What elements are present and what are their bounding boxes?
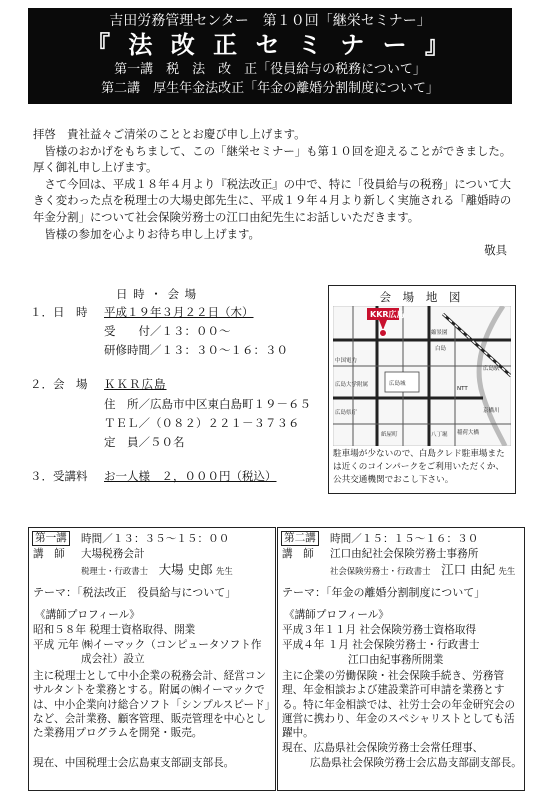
letter-opening: 拝啓 貴社益々ご清栄のこととお慶び申し上げます。 bbox=[33, 127, 306, 141]
lecture-1-credentials: 税理士・行政書士 大場 史郎 先生 bbox=[81, 562, 233, 577]
map-label: NTT bbox=[457, 386, 468, 392]
letter-paragraph: 皆様のおかげをもちまして、この「継栄セミナー」も第１０回を迎えることができました。厚く御礼申し上げます。 bbox=[33, 143, 512, 175]
lecture-1-box bbox=[28, 527, 276, 791]
map-pin-label: KKR広島 bbox=[370, 310, 405, 319]
map-title: 会 場 地 図 bbox=[379, 290, 465, 304]
lecture-2-credentials: 社会保険労務士・行政書士 江口 由紀 先生 bbox=[330, 562, 516, 577]
lecture-2-profile-line: 現在、広島県社会保険労務士会常任理事、 bbox=[282, 742, 484, 754]
lecture-1-time: 時間／１３：３５～１５：００ bbox=[81, 533, 230, 545]
banner-course-1: 第一講 税 法 改 正「役員給与の税務について」 bbox=[114, 62, 426, 77]
letter-closing: 敬具 bbox=[484, 243, 507, 258]
map-label: 広島県庁 bbox=[335, 410, 358, 416]
map-label: 広島城 bbox=[389, 381, 406, 387]
training-time: 研修時間／１３：３０～１６：３０ bbox=[104, 343, 288, 357]
lecture-2-profile-text: 主に企業の労働保険・社会保険手続き、労務管理、年金相談および建設業許可申請を業務とする。特に年金相談では、社労士会の年金研究会の運営に携わり、年金のスペシャリストとしても活躍中。 bbox=[282, 670, 516, 740]
lecture-2-theme: テーマ：「年金の離婚分割制度について」 bbox=[282, 586, 486, 599]
lecture-2-profile-line: 広島県社会保険労務士会広島支部副支部長。 bbox=[310, 757, 522, 769]
greeting-letter bbox=[33, 126, 513, 259]
date-label: １．日 時 bbox=[30, 305, 88, 319]
venue-location-marker bbox=[380, 330, 387, 337]
lecture-2-profile-line: 江口由紀事務所開業 bbox=[348, 654, 444, 666]
date-value: 平成１９年３月２２日（木） bbox=[104, 305, 254, 319]
reception-time: 受 付／１３：００～ bbox=[104, 324, 231, 338]
map-label: 広島駅 bbox=[483, 366, 500, 372]
venue-tel: ＴＥＬ／（０８２）２２１－３７３６ bbox=[104, 416, 300, 430]
seminar-banner bbox=[28, 8, 512, 104]
venue-map-box bbox=[328, 285, 516, 494]
letter-paragraph: さて今回は、平成１８年４月より『税法改正』の中で、特に「役員給与の税務」について大きく変わった点を税理士の大場史郎先生に、平成１９年４月より新しく実施される「離婚時の年金分割」について社会保険労務士の江口由紀先生にお話しいただきます。 bbox=[33, 176, 512, 224]
lecture-2-profile-line: 平成４年 １月 社会保険労務士・行政書士 bbox=[282, 639, 480, 651]
lecture-2-profile-heading: 《講師プロフィール》 bbox=[284, 609, 389, 621]
map-label: 稲荷大橋 bbox=[457, 430, 480, 436]
map-label: 紙屋町 bbox=[381, 432, 398, 438]
lecture-2-tag: 第二講 bbox=[281, 531, 319, 546]
lecture-1-profile-heading: 《講師プロフィール》 bbox=[35, 609, 140, 621]
banner-organizer: 吉田労務管理センター 第１０回「継栄セミナー」 bbox=[109, 13, 431, 29]
lecture-1-profile-line: 昭和５８年 税理士資格取得、開業 bbox=[33, 624, 196, 636]
venue-address: 住 所／広島市中区東白島町１９－６５ bbox=[104, 397, 311, 411]
lecture-1-profile-line: 平成 元年 ㈱イーマック（コンピュータソフト作成会社）設立 bbox=[33, 639, 262, 666]
fee-value: お一人様 ２，０００円（税込） bbox=[104, 469, 277, 483]
capacity: 定 員／５０名 bbox=[104, 435, 185, 449]
letter-paragraph: 皆様の参加を心よりお待ち申し上げます。 bbox=[44, 226, 260, 241]
map-label: 京橋川 bbox=[483, 408, 500, 414]
venue-name: ＫＫＲ広島 bbox=[104, 377, 167, 391]
lecture-1-profile-text: 主に税理士として中小企業の税務会計、経営コンサルタントを業務とする。附属の㈱イーマックでは、中小企業向け総合ソフト「シンプルスピード」など、会計業務、顧客管理、販売管理を中心とした業務用プログラムを開発・販売。 bbox=[33, 670, 270, 740]
map-label: 縮景園 bbox=[431, 330, 448, 336]
lecture-2-lecturer-label: 講 師 bbox=[282, 548, 314, 560]
lecture-2-box bbox=[277, 527, 525, 791]
map-label: 中国電力 bbox=[335, 358, 358, 364]
lecture-1-profile-line: 現在、中国税理士会広島東支部副支部長。 bbox=[33, 757, 235, 769]
fee-label: ３．受講料 bbox=[30, 469, 88, 483]
lecture-2-affiliation: 江口由紀社会保険労務士事務所 bbox=[330, 548, 479, 560]
lecture-2-time: 時間／１５：１５～１６：３０ bbox=[330, 533, 479, 545]
lecture-2-profile-line: 平成３年１１月 社会保険労務士資格取得 bbox=[282, 624, 477, 636]
venue-map bbox=[333, 306, 511, 446]
schedule-heading: 日 時 ・ 会 場 bbox=[116, 287, 198, 301]
lecture-1-affiliation: 大場税務会計 bbox=[81, 548, 145, 560]
lecture-1-theme: テーマ：「税法改正 役員給与について」 bbox=[33, 586, 237, 599]
map-label: 広島大学附属 bbox=[335, 382, 369, 388]
lecture-1-lecturer-label: 講 師 bbox=[33, 548, 65, 560]
map-label: 八丁堀 bbox=[431, 432, 448, 438]
banner-title: 『 法 改 正 セ ミ ナ ー 』 bbox=[86, 31, 454, 59]
lecture-1-tag: 第一講 bbox=[32, 531, 70, 546]
banner-course-2: 第二講 厚生年金法改正「年金の離婚分割制度について」 bbox=[101, 81, 439, 96]
venue-label: ２．会 場 bbox=[30, 377, 88, 391]
map-label: 白島 bbox=[435, 346, 447, 352]
parking-note: 駐車場が少ないので、白島クレド駐車場または近くのコインパークをご利用いただくか、公共交通機関でおこし下さい。 bbox=[333, 449, 505, 485]
